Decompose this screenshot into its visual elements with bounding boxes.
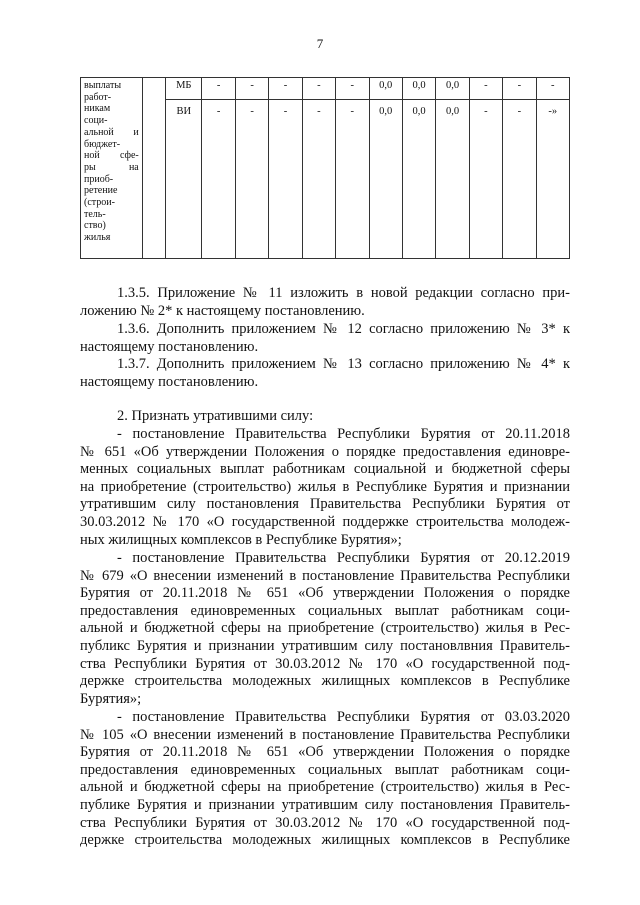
text-line: альной и бюджетной сферы на приобретение (строительство) жилья в Рес- xyxy=(80,779,570,796)
description-line: ретение xyxy=(84,185,118,197)
text-line: № 651 «Об утверждении Положения о порядке предоставления единовре- xyxy=(80,443,570,460)
text-line: ства Республики Бурятия от 30.03.2012 № 170 «О государственной под- xyxy=(80,814,570,831)
table-row-mb xyxy=(81,78,570,100)
paragraph-resolution-679 xyxy=(80,550,570,708)
description-line: ры на xyxy=(84,161,139,173)
text-line: Бурятия от 20.11.2018 № 651 «Об утверждении Положения о порядке xyxy=(80,585,570,602)
funding-source-cell: ВИ xyxy=(166,100,202,259)
table-cell: 0,0 xyxy=(369,78,402,100)
text-line: настоящему постановлению. xyxy=(80,338,259,355)
text-line: публике Бурятия и признании утратившим силу постановления Правитель- xyxy=(80,796,570,813)
table-cell: - xyxy=(336,78,369,100)
description-line: бюджет- xyxy=(84,138,121,150)
paragraph-resolution-105 xyxy=(80,709,570,850)
description-line: ной сфе- xyxy=(84,150,139,162)
table-cell: - xyxy=(302,100,335,259)
text-line: 1.3.6. Дополнить приложением № 12 согласно приложению № 3* к xyxy=(117,321,570,337)
text-line: - постановление Правительства Республики Бурятия от 20.12.2019 xyxy=(117,550,570,566)
paragraph-resolution-651 xyxy=(80,426,570,549)
description-line: приоб- xyxy=(84,173,114,185)
text-line: № 105 «О внесении изменений в постановление Правительства Республики xyxy=(80,726,570,743)
text-line: Бурятия»; xyxy=(80,690,142,707)
description-line: жилья xyxy=(84,232,111,244)
text-line: 1.3.7. Дополнить приложением № 13 согласно приложению № 4* к xyxy=(117,356,570,372)
description-line: ство) xyxy=(84,220,106,232)
text-line: ных жилищных комплексов в Республике Бурятия»; xyxy=(80,531,402,548)
text-line: ства Республики Бурятия от 30.03.2012 № 170 «О государственной под- xyxy=(80,655,570,672)
text-line: - постановление Правительства Республики Бурятия от 03.03.2020 xyxy=(117,709,570,725)
paragraph-1-3-6 xyxy=(80,321,570,356)
table-cell: - xyxy=(503,78,536,100)
table-cell: - xyxy=(202,100,235,259)
table-cell: - xyxy=(302,78,335,100)
text-line: 2. Признать утратившими силу: xyxy=(117,408,314,424)
text-line: публикс Бурятия и признании утратившим силу постановлвния Правитель- xyxy=(80,637,570,654)
table-cell: - xyxy=(469,78,502,100)
table-cell: - xyxy=(503,100,536,259)
table-cell: - xyxy=(235,100,268,259)
text-line: на приобретение (строительство) жилья в Республике Бурятия и признании xyxy=(80,478,570,495)
text-line: утратившим силу постановления Правительства Республики Бурятия от xyxy=(80,496,570,513)
description-line: тель- xyxy=(84,208,106,220)
table-cell: - xyxy=(202,78,235,100)
text-line: Бурятия от 20.11.2018 № 651 «Об утверждении Положения о порядке xyxy=(80,744,570,761)
description-line: никам xyxy=(84,103,111,115)
paragraph-1-3-7 xyxy=(80,356,570,391)
table-cell: 0,0 xyxy=(369,100,402,259)
description-line: выплаты xyxy=(84,80,122,91)
description-line: альной и xyxy=(84,126,139,138)
text-line: № 679 «О внесении изменений в постановление Правительства Республики xyxy=(80,567,570,584)
text-line: предоставления единовременных социальных выплат работникам соци- xyxy=(80,761,570,778)
table-cell: - xyxy=(469,100,502,259)
table-cell: - xyxy=(269,78,302,100)
text-line: 1.3.5. Приложение № 11 изложить в новой редакции согласно при- xyxy=(117,285,570,301)
table-description-cell xyxy=(81,78,143,259)
table-cell: 0,0 xyxy=(436,78,469,100)
text-line: - постановление Правительства Республики Бурятия от 20.11.2018 xyxy=(117,426,570,442)
table-cell: - xyxy=(269,100,302,259)
table-empty-cell xyxy=(142,78,165,259)
text-line: предоставления единовременных социальных выплат работникам соци- xyxy=(80,602,570,619)
table-cell: - xyxy=(235,78,268,100)
text-line: держке строительства молодежных жилищных комплексов в Республике xyxy=(80,832,570,849)
table-cell: - xyxy=(336,100,369,259)
text-line: настоящему постановлению. xyxy=(80,373,259,390)
text-line: 30.03.2012 № 170 «О государственной поддержке строительства молодеж- xyxy=(80,513,570,530)
text-line: ложению № 2* к настоящему постановлению. xyxy=(80,302,365,319)
text-line: альной и бюджетной сферы на приобретение (строительство) жилья в Рес- xyxy=(80,620,570,637)
description-line: соци- xyxy=(84,115,108,127)
paragraph-1-3-5 xyxy=(80,285,570,320)
table-cell: 0,0 xyxy=(402,100,435,259)
description-line: (строи- xyxy=(84,197,115,209)
table-cell: 0,0 xyxy=(402,78,435,100)
financing-table xyxy=(80,77,570,259)
text-line: держке строительства молодежных жилищных комплексов в Республике xyxy=(80,673,570,690)
page-number: 7 xyxy=(316,36,324,51)
text-line: менных социальных выплат работникам социальной и бюджетной сферы xyxy=(80,461,570,478)
table-cell: 0,0 xyxy=(436,100,469,259)
paragraph-section-2-heading xyxy=(80,408,570,426)
table-cell: - xyxy=(536,78,569,100)
description-line: работ- xyxy=(84,91,112,103)
table-cell: -» xyxy=(536,100,569,259)
funding-source-cell: МБ xyxy=(166,78,202,100)
